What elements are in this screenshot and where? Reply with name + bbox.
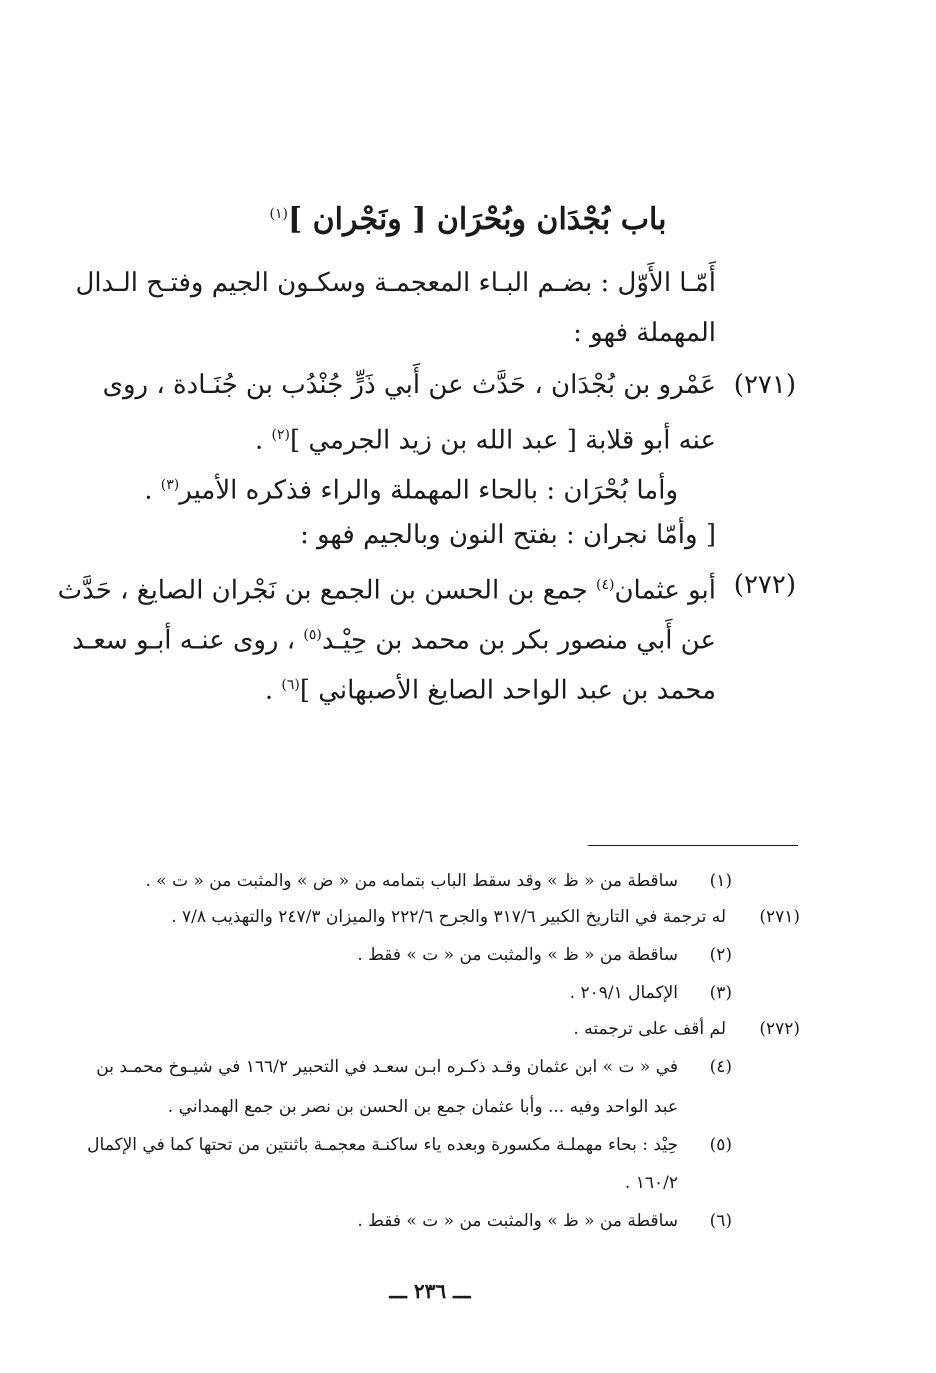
entry-271-line-1: عَمْرو بن بُجْدَان ، حَدَّث عن أَبي ذَرٍّ جُنْدُب بن جُنَـادة ، روى (102, 370, 716, 400)
entry-272-text-2a: عن أَبي منصور بكر بن محمد بن حِيْـد (321, 625, 716, 656)
footnote-marker: (٢) (271, 427, 290, 443)
bahran-text: وأما بُحْرَان : بالحاء المهملة والراء فذكره الأمير (179, 475, 678, 506)
page-number: ـــ ٢٣٦ ـــ (389, 1279, 471, 1303)
footnote-divider (588, 845, 798, 846)
entry-271-end: . (254, 425, 272, 456)
footnote-number: (٢٧٢) (759, 1019, 800, 1039)
footnote-marker: (١) (269, 206, 289, 222)
bahran-note (144, 460, 678, 516)
bahran-end: . (144, 475, 161, 506)
footnote-number: (٢) (709, 945, 732, 965)
footnote-marker: (٦) (281, 677, 300, 693)
footnote-number: (١) (709, 871, 732, 891)
footnote-continuation: ١٦٠/٢ . (624, 1173, 678, 1193)
intro-line-2: المهملة فهو : (573, 318, 716, 348)
footnote-number: (٢٧١) (759, 907, 800, 927)
entry-272-text-1: جمع بن الحسن بن الجمع بن نَجْران الصايغ ، حَدَّث (57, 575, 596, 606)
footnote-number: (٦) (709, 1211, 732, 1231)
footnote-number: (٥) (709, 1135, 732, 1155)
entry-272-text-3: محمد بن عبد الواحد الصايغ الأصبهاني ] (299, 675, 716, 706)
footnote-number: (٣) (709, 983, 732, 1003)
footnote-text: الإكمال ٢٠٩/١ . (569, 983, 678, 1003)
footnote-text: ساقطة من « ظ » والمثبت من « ت » فقط . (357, 1211, 678, 1231)
chapter-heading (180, 188, 756, 246)
footnote-text: له ترجمة في التاريخ الكبير ٣١٧/٦ والجرح ٢٢٢/٦ والميزان ٢٤٧/٣ والتهذيب ٧/٨ . (171, 907, 726, 927)
footnote-marker: (٥) (303, 627, 322, 643)
intro-line-1: أَمّـا الأَوّل : بضـم البـاء المعجمـة وسكـون الجيم وفتـح الـدال (75, 268, 716, 298)
entry-272-text-2b: ، روى عنـه أبـو سعـد (72, 625, 304, 656)
entry-number-272: (٢٧٢) (733, 570, 796, 600)
footnote-text: حِيْد : بحاء مهملـة مكسورة وبعده ياء ساكنـة معجمـة باثنتين من تحتها كما في الإكمال (87, 1135, 678, 1155)
footnote-text: ساقطة من « ظ » وقد سقط الباب بتمامه من « ض » والمثبت من « ت » . (145, 871, 678, 891)
footnote-number: (٤) (709, 1057, 732, 1077)
entry-271-line-2 (255, 410, 716, 466)
entry-272-line-3 (265, 660, 716, 716)
entry-272-line-2 (72, 610, 716, 666)
footnote-text: في « ت » ابن عثمان وقـد ذكـره ابـن سعـد في التحبير ١٦٦/٢ في شيـوخ محمـد بن (96, 1057, 678, 1077)
footnote-marker: (٤) (595, 577, 615, 593)
entry-number-271: (٢٧١) (733, 370, 796, 400)
footnote-text: لم أقف على ترجمته . (573, 1019, 726, 1039)
entry-272-line-1 (57, 560, 716, 616)
footnote-marker: (٣) (160, 477, 180, 493)
najran-note: [ وأمّا نجران : بفتح النون وبالجيم فهو : (299, 520, 716, 550)
footnote-continuation: عبد الواحد وفيه ... وأبا عثمان جمع بن الحسن بن نصر بن جمع الهمداني . (167, 1097, 678, 1117)
chapter-title: باب بُجْدَان وبُحْرَان [ ونَجْران ] (288, 202, 667, 237)
entry-272-name: أبو عثمان (614, 575, 716, 606)
entry-272-end: . (264, 675, 282, 706)
footnote-text: ساقطة من « ظ » والمثبت من « ت » فقط . (357, 945, 678, 965)
entry-271-text: عنه أبو قلابة [ عبد الله بن زيد الجرمي ] (289, 425, 716, 456)
